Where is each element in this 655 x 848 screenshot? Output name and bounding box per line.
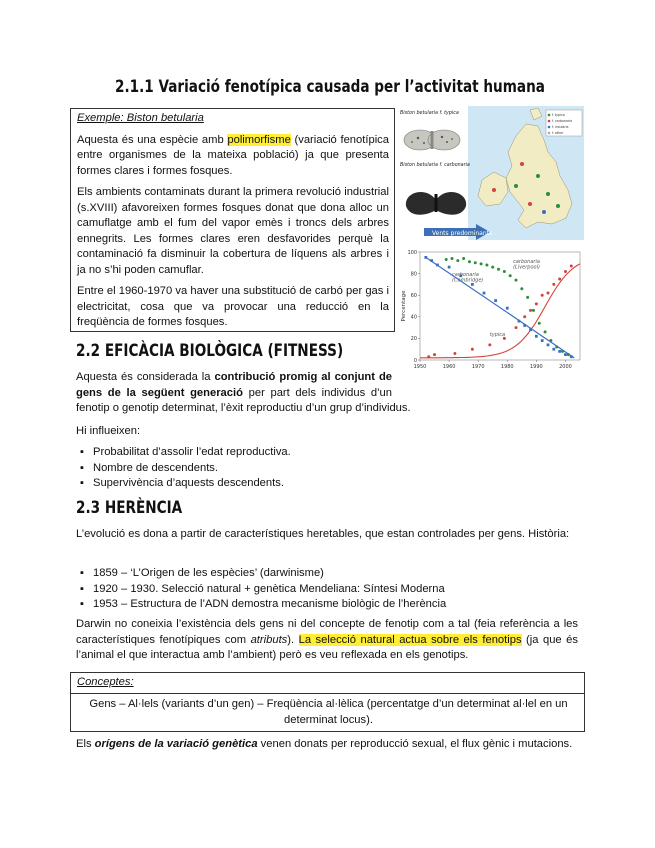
y-tick-label: 60 [410, 293, 417, 299]
history-list [78, 566, 446, 613]
data-point [567, 353, 570, 356]
data-point [544, 330, 547, 333]
data-point [561, 350, 564, 353]
data-point [436, 264, 439, 267]
data-point [555, 346, 558, 349]
data-point [503, 270, 506, 273]
legend-item-2: f. carbonaria [552, 119, 573, 123]
data-point [541, 294, 544, 297]
data-point [570, 265, 573, 268]
moth-typica-label: Biston betularia f. typica [400, 111, 459, 116]
data-point [451, 257, 454, 260]
data-point [488, 343, 491, 346]
data-point [515, 279, 518, 282]
data-point [538, 322, 541, 325]
data-point [523, 315, 526, 318]
data-point [547, 292, 550, 295]
genetic-variation-sentence: Els orígens de la variació genètica venen donats per reproducció sexual, el flux gènic i mutacions. [76, 738, 573, 750]
fitness-paragraph [76, 370, 578, 417]
legend-item-3: f. insularia [552, 125, 569, 129]
moth-map-figure [398, 106, 584, 240]
data-point [541, 339, 544, 342]
data-point [491, 266, 494, 269]
list-item: ▪ 1859 – ‘L’Origen de les espècies’ (darwinisme) [78, 566, 446, 582]
data-point [552, 348, 555, 351]
data-point [535, 335, 538, 338]
data-point [497, 268, 500, 271]
x-tick-label: 1990 [529, 364, 543, 370]
data-point [520, 287, 523, 290]
data-point [433, 353, 436, 356]
data-point [445, 258, 448, 261]
data-point [468, 260, 471, 263]
chart-annotation: carbonaria (Liverpool) [513, 258, 540, 271]
list-item: ▪ 1953 – Estructura de l’ADN demostra mecanisme biològic de l’herència [78, 597, 446, 613]
fitness-paragraph-head: Aquesta és considerada la contribució promig al conjunt de gens de la següent generació per part dels individus d’un fenotip o genotip determinat, l’èxit reproductiu d’un grup d’individus. [76, 371, 411, 414]
data-point [509, 274, 512, 277]
darwin-paragraph: Darwin no coneixia l’existència dels gens ni del concepte de fenotip com a tal (feia referència a les característiques fenotípiques com atributs). La selecció natural actua sobre els fenotips (ja que és l’animal el que interactua amb l’ambient) però es veu reflexada en els genotips. [76, 618, 578, 661]
concepts-title: Conceptes: [77, 676, 134, 688]
y-tick-label: 0 [413, 357, 417, 364]
section-heading-2-1-1: 2.1.1 Variació fenotípica causada per l’activitat humana [115, 77, 545, 97]
data-point [485, 263, 488, 266]
data-point [494, 299, 497, 302]
data-point [523, 324, 526, 327]
x-tick-label: 2000 [559, 364, 572, 370]
data-point [518, 320, 521, 323]
list-item: ▪ Nombre de descendents. [78, 461, 291, 477]
data-point [462, 257, 465, 260]
data-point [532, 309, 535, 312]
y-tick-label: 100 [407, 249, 417, 256]
data-point [456, 259, 459, 262]
data-point [471, 283, 474, 286]
plot-area [420, 252, 580, 360]
data-point [471, 348, 474, 351]
frequency-chart [398, 244, 588, 374]
y-tick-label: 40 [410, 314, 417, 321]
highlight-polimorfisme: polimorfisme [227, 133, 291, 146]
data-point [564, 353, 567, 356]
influences-list [78, 445, 291, 492]
influences-intro: Hi influeixen: [76, 425, 141, 437]
data-point [424, 256, 427, 259]
data-point [547, 343, 550, 346]
data-point [453, 352, 456, 355]
y-axis-label: Percentage [401, 290, 407, 322]
chart-annotation: carbonaria (Cambridge) [452, 271, 484, 284]
dark-moth-icon [406, 192, 466, 215]
data-point [552, 283, 555, 286]
data-point [430, 259, 433, 262]
wind-arrow-label: Vents predominants [432, 230, 493, 237]
example-paragraph-1: Aquesta és una espècie amb polimorfisme (variació fenotípica entre organismes de la mateixa població) ja que presenta formes clares i formes fosques. [77, 133, 389, 177]
data-point [564, 270, 567, 273]
y-tick-label: 80 [410, 271, 417, 278]
x-tick-label: 1960 [442, 364, 456, 370]
data-point [448, 266, 451, 269]
data-point [529, 309, 532, 312]
section-heading-2-2: 2.2 EFICÀCIA BIOLÒGICA (FITNESS) [76, 341, 344, 361]
y-tick-label: 20 [410, 336, 417, 343]
data-point [529, 328, 532, 331]
light-moth-icon [404, 130, 460, 150]
highlight-natural-selection: La selecció natural actua sobre els fenotips [298, 633, 522, 646]
data-point [558, 278, 561, 281]
example-paragraph-3: Entre el 1960-1970 va haver una substitució de carbó per gas i electricitat, cosa que va provocar una reducció en la freqüència de formes fosques. [77, 285, 389, 328]
heredity-paragraph: L’evolució es dona a partir de característiques heretables, que estan controlades per gens. Història: [76, 528, 570, 540]
frequency-chart-svg [398, 244, 588, 374]
example-box-title: Exemple: Biston betularia [77, 112, 204, 124]
x-tick-label: 1970 [471, 364, 485, 370]
data-point [474, 261, 477, 264]
chart-annotation: typica [489, 332, 506, 339]
example-box [70, 108, 395, 332]
list-item: ▪ Supervivència d’aquests descendents. [78, 476, 291, 492]
legend-item-4: f. other [552, 131, 564, 135]
x-tick-label: 1980 [500, 364, 514, 370]
data-point [483, 292, 486, 295]
data-point [506, 307, 509, 310]
legend-item-1: f. typica [552, 113, 565, 117]
example-paragraph-2: Els ambients contaminats durant la primera revolució industrial (s.XVIII) afavoreixen formes fosques donat que dona alloc un camuflatge amb el fum del vapor emès i troncs dels arbres ennegrits. Les formes clares eren desfavorides perquè la contaminació fa disminuir la cobertura de líquens als arbres i ja no s’hi poden camuflar. [77, 186, 389, 276]
list-item: ▪ 1920 – 1930. Selecció natural + genètica Mendeliana: Síntesi Moderna [78, 582, 446, 598]
data-point [570, 355, 573, 358]
section-heading-2-3: 2.3 HERÈNCIA [76, 498, 183, 518]
x-tick-label: 1950 [413, 364, 427, 370]
data-point [558, 350, 561, 353]
concepts-text: Gens – Al·lels (variants d’un gen) – Freqüència al·lèlica (percentatge d’un determinat al·lel en un determinat locus). [89, 698, 568, 726]
list-item: ▪ Probabilitat d’assolir l’edat reproductiva. [78, 445, 291, 461]
data-point [427, 355, 430, 358]
moth-carbonaria-label: Biston betularia f. carbonaria [400, 163, 470, 168]
data-point [549, 339, 552, 342]
data-point [480, 262, 483, 265]
data-point [515, 326, 518, 329]
data-point [526, 296, 529, 299]
concepts-box [70, 672, 585, 732]
data-point [535, 302, 538, 305]
moth-map-illustration [398, 106, 584, 240]
